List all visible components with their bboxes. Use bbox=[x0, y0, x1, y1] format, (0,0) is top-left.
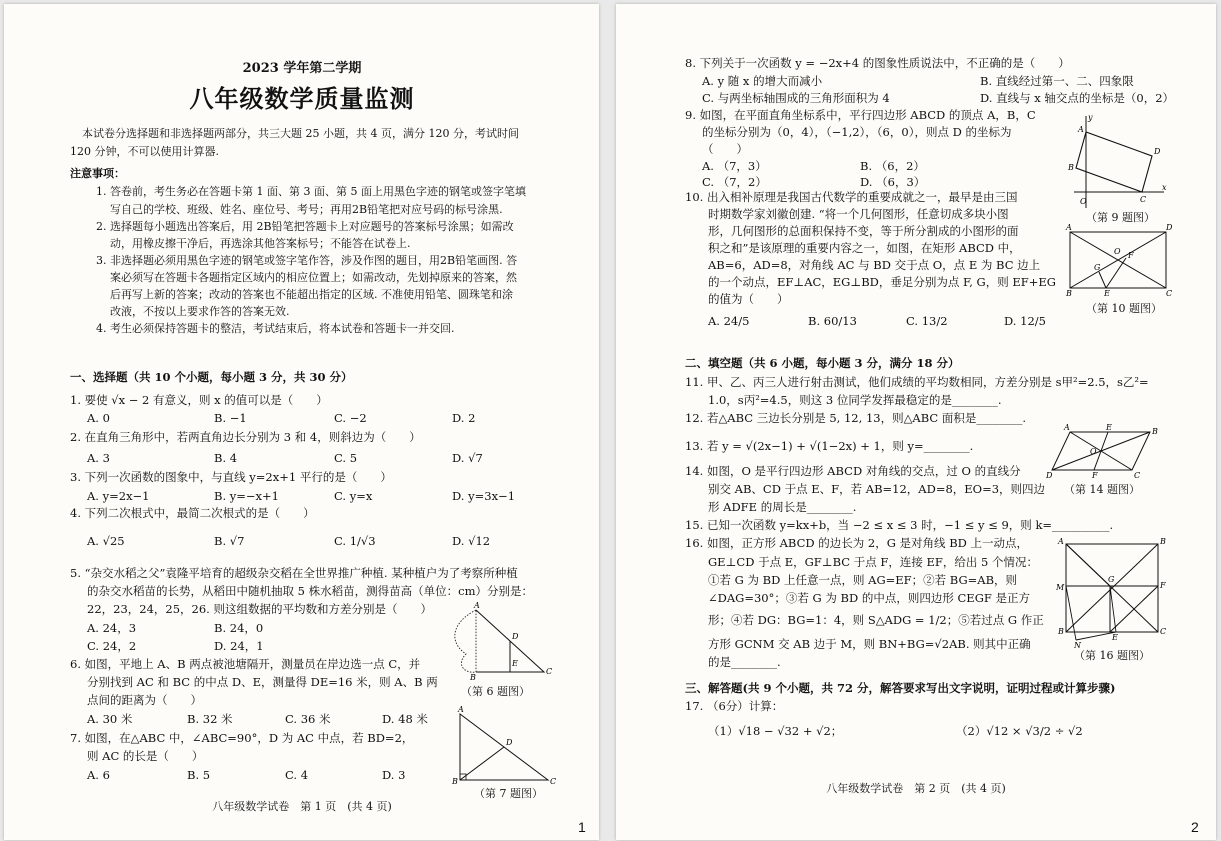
option: B. √7 bbox=[214, 534, 245, 548]
svg-text:E: E bbox=[1106, 423, 1112, 432]
svg-text:A: A bbox=[474, 601, 480, 610]
option: A. 24/5 bbox=[708, 314, 750, 328]
option: D. 48 米 bbox=[382, 712, 428, 726]
figure-caption: （第 7 题图） bbox=[474, 787, 543, 800]
svg-text:A: A bbox=[458, 705, 464, 714]
option: C. 4 bbox=[285, 768, 309, 782]
question-stem: 1. 要使 √x − 2 有意义，则 x 的值可以是（ ） bbox=[70, 393, 328, 407]
svg-text:C: C bbox=[1140, 195, 1147, 204]
question-stem: 则 AC 的长是（ ） bbox=[87, 749, 204, 763]
figure-q9 bbox=[1066, 112, 1166, 212]
section-heading: 二、填空题（共 6 小题，每小题 3 分，满分 18 分） bbox=[685, 356, 960, 370]
option: D. √7 bbox=[452, 451, 483, 465]
note-line: 动，用橡皮擦干净后，再选涂其他答案标号；不能答在试卷上. bbox=[110, 237, 411, 250]
svg-text:N: N bbox=[1074, 641, 1081, 650]
question-stem: 10. 出入相补原理是我国古代数学的重要成就之一，最早是由三国 bbox=[685, 190, 1018, 204]
question-stem: 形；④若 DG：BG=1：4，则 S△ADG = 1/2；⑤若过点 G 作正 bbox=[708, 613, 1044, 627]
option: D. 12/5 bbox=[1004, 314, 1046, 328]
question-stem: ∠DAG=30°；③若 G 为 BD 的中点，则四边形 CEGF 是正方 bbox=[708, 591, 1031, 605]
question-stem: 5. “杂交水稻之父”袁隆平培育的超级杂交稻在全世界推广种植. 某种植户为了考察所种植 bbox=[70, 566, 518, 580]
question-stem: 15. 已知一次函数 y=kx+b，当 −2 ≤ x ≤ 3 时，−1 ≤ y ≤ 9，则 k=__________. bbox=[685, 518, 1114, 532]
svg-text:B: B bbox=[470, 673, 476, 682]
svg-text:A: A bbox=[1058, 537, 1064, 546]
svg-text:A: A bbox=[1078, 125, 1084, 134]
option: D. 2 bbox=[452, 411, 476, 425]
question-stem: 点间的距离为（ ） bbox=[87, 693, 202, 707]
svg-text:B: B bbox=[1066, 289, 1072, 298]
option: A. （7，3） bbox=[702, 159, 767, 173]
svg-text:C: C bbox=[1166, 289, 1173, 298]
page-footer: 八年级数学试卷 第 2 页 (共 4 页) bbox=[826, 782, 1006, 795]
question-stem: 14. 如图，O 是平行四边形 ABCD 对角线的交点，过 O 的直线分 bbox=[685, 464, 1021, 478]
question-stem: 1.0，s丙²=4.5，则这 3 位同学发挥最稳定的是________. bbox=[708, 393, 1002, 407]
question-stem: GE⊥CD 于点 E，GF⊥BC 于点 F，连接 EF，给出 5 个情况： bbox=[708, 555, 1039, 569]
option: A. 24，3 bbox=[87, 621, 137, 635]
option: A. y 随 x 的增大而减小 bbox=[702, 74, 823, 88]
question-stem: 的是________. bbox=[708, 655, 781, 669]
question-stem: 8. 下列关于一次函数 y = −2x+4 的图象性质说法中，不正确的是（ ） bbox=[685, 56, 1070, 70]
svg-text:A: A bbox=[1066, 223, 1072, 232]
figure-caption: （第 9 题图） bbox=[1086, 211, 1155, 224]
option: A. 6 bbox=[87, 768, 110, 782]
option: D. √12 bbox=[452, 534, 491, 548]
section-heading: 一、选择题（共 10 个小题，每小题 3 分，共 30 分） bbox=[70, 370, 353, 384]
svg-text:B: B bbox=[1068, 163, 1074, 172]
option: D. 24，1 bbox=[214, 639, 264, 653]
svg-text:E: E bbox=[1104, 289, 1110, 298]
svg-text:F: F bbox=[1128, 251, 1134, 260]
intro-line: 本试卷分选择题和非选择题两部分，共三大题 25 小题，共 4 页，满分 120 分，考试时间 bbox=[82, 127, 519, 140]
question-part: （2）√12 × √3/2 ÷ √2 bbox=[956, 724, 1083, 738]
option: C. y=x bbox=[334, 489, 373, 503]
notes-title: 注意事项： bbox=[70, 167, 125, 180]
figure-q7 bbox=[452, 705, 557, 786]
svg-text:F: F bbox=[1092, 471, 1098, 480]
option: B. （6，2） bbox=[860, 159, 925, 173]
svg-text:B: B bbox=[1152, 427, 1158, 436]
figure-caption: （第 6 题图） bbox=[461, 685, 530, 698]
question-stem: 方形 GCNM 交 AB 边于 M，则 BN+BG=√2AB. 则其中正确 bbox=[708, 637, 1031, 651]
question-stem: 形，几何图形的总面积保持不变，等于所分割成的小图形的面 bbox=[708, 224, 1019, 238]
figure-q14 bbox=[1046, 422, 1166, 482]
option: B. 32 米 bbox=[187, 712, 233, 726]
svg-text:G: G bbox=[1094, 263, 1101, 272]
option: C. 24，2 bbox=[87, 639, 137, 653]
svg-text:C: C bbox=[1160, 627, 1167, 636]
page-footer: 八年级数学试卷 第 1 页 (共 4 页) bbox=[212, 800, 392, 813]
option: D. y=3x−1 bbox=[452, 489, 516, 503]
option: C. 5 bbox=[334, 451, 358, 465]
note-line: 案必须写在答题卡各题指定区域内的相应位置上；如需改动，先划掉原来的答案，然 bbox=[110, 271, 517, 284]
exam-page-2 bbox=[616, 4, 1216, 840]
svg-text:B: B bbox=[1160, 537, 1166, 546]
question-stem: 形 ADFE 的周长是________. bbox=[708, 500, 857, 514]
figure-q10 bbox=[1066, 223, 1176, 298]
svg-text:C: C bbox=[546, 667, 553, 676]
question-part: （1）√18 − √32 + √2； bbox=[708, 724, 843, 738]
option: C. 36 米 bbox=[285, 712, 331, 726]
svg-text:O: O bbox=[1080, 197, 1087, 206]
svg-text:C: C bbox=[1134, 471, 1141, 480]
option: B. 24，0 bbox=[214, 621, 264, 635]
svg-text:D: D bbox=[1154, 147, 1161, 156]
question-stem: AB=6，AD=8，对角线 AC 与 BD 交于点 O，点 E 为 BC 边上 bbox=[708, 258, 1041, 272]
note-line: 改液，不按以上要求作答的答案无效. bbox=[110, 305, 290, 318]
option: B. 4 bbox=[214, 451, 238, 465]
option: B. y=−x+1 bbox=[214, 489, 279, 503]
option: D. （6，3） bbox=[860, 175, 926, 189]
option: C. 13/2 bbox=[906, 314, 948, 328]
note-line: 1. 答卷前，考生务必在答题卡第 1 面、第 3 面、第 5 面上用黑色字迹的钢笔或签字笔填 bbox=[96, 185, 526, 198]
question-stem: 9. 如图，在平面直角坐标系中，平行四边形 ABCD 的顶点 A，B，C bbox=[685, 108, 1036, 122]
note-line: 写自己的学校、班级、姓名、座位号、考号；再用2B铅笔把对应号码的标号涂黑. bbox=[110, 203, 503, 216]
svg-text:O: O bbox=[1090, 447, 1097, 456]
question-stem: 22，23，24，25，26. 则这组数据的平均数和方差分别是（ ） bbox=[87, 602, 432, 616]
figure-q6 bbox=[444, 602, 554, 682]
question-stem: 4. 下列二次根式中，最简二次根式的是（ ） bbox=[70, 506, 315, 520]
question-stem: 时期数学家刘徽创建. “将一个几何图形，任意切成多块小图 bbox=[708, 207, 1009, 221]
svg-text:G: G bbox=[1108, 575, 1115, 584]
svg-text:y: y bbox=[1088, 113, 1093, 122]
question-stem: 别交 AB、CD 于点 E、F，若 AB=12，AD=8，EO=3，则四边 bbox=[708, 482, 1046, 496]
svg-text:C: C bbox=[550, 777, 557, 786]
option: B. 5 bbox=[187, 768, 211, 782]
page-number: 1 bbox=[578, 819, 586, 835]
figure-caption: （第 14 题图） bbox=[1064, 483, 1140, 496]
section-heading: 三、解答题(共 9 个小题，共 72 分，解答要求写出文字说明，证明过程或计算步骤) bbox=[685, 681, 1116, 695]
question-stem: 2. 在直角三角形中，若两直角边长分别为 3 和 4，则斜边为（ ） bbox=[70, 430, 421, 444]
intro-line: 120 分钟，不可以使用计算器. bbox=[70, 145, 219, 158]
svg-text:D: D bbox=[512, 632, 519, 641]
option: B. 直线经过第一、二、四象限 bbox=[980, 74, 1134, 88]
question-stem: 的杂交水稻苗的长势，从稻田中随机抽取 5 株水稻苗，测得苗高（单位：cm）分别是： bbox=[87, 584, 533, 598]
svg-text:D: D bbox=[1166, 223, 1173, 232]
exam-page-1 bbox=[4, 4, 599, 840]
question-stem: 13. 若 y = √(2x−1) + √(1−2x) + 1，则 y=________. bbox=[685, 439, 974, 453]
question-stem: 6. 如图，平地上 A、B 两点被池塘隔开，测量员在岸边选一点 C，并 bbox=[70, 657, 421, 671]
svg-text:E: E bbox=[1112, 633, 1118, 642]
option: C. −2 bbox=[334, 411, 367, 425]
page-number: 2 bbox=[1191, 819, 1199, 835]
question-stem: 的坐标分别为（0，4），（−1,2），（6，0），则点 D 的坐标为 bbox=[702, 125, 1012, 139]
svg-text:D: D bbox=[506, 738, 513, 747]
svg-text:E: E bbox=[512, 659, 518, 668]
figure-q16 bbox=[1056, 536, 1171, 650]
option: B. 60/13 bbox=[808, 314, 857, 328]
figure-caption: （第 10 题图） bbox=[1086, 302, 1162, 315]
question-stem: 17. （6分）计算： bbox=[685, 699, 784, 713]
option: C. （7，2） bbox=[702, 175, 767, 189]
svg-text:B: B bbox=[1058, 627, 1064, 636]
svg-text:A: A bbox=[1064, 423, 1070, 432]
svg-text:x: x bbox=[1162, 183, 1167, 192]
question-stem: 的值为（ ） bbox=[708, 292, 789, 306]
question-stem: （ ） bbox=[702, 142, 748, 156]
svg-text:F: F bbox=[1160, 581, 1166, 590]
option: A. 30 米 bbox=[87, 712, 133, 726]
figure-caption: （第 16 题图） bbox=[1074, 649, 1150, 662]
note-line: 2. 选择题每小题选出答案后，用 2B铅笔把答题卡上对应题号的答案标号涂黑；如需改 bbox=[96, 220, 514, 233]
question-stem: 3. 下列一次函数的图象中，与直线 y=2x+1 平行的是（ ） bbox=[70, 470, 392, 484]
note-line: 后再写上新的答案；改动的答案也不能超出指定的区域. 不准使用铅笔、圆珠笔和涂 bbox=[110, 288, 513, 301]
question-stem: 的一个动点，EF⊥AC，EG⊥BD，垂足分别为点 F, G，则 EF+EG bbox=[708, 275, 1056, 289]
question-stem: 16. 如图，正方形 ABCD 的边长为 2，G 是对角线 BD 上一动点， bbox=[685, 536, 1029, 550]
question-stem: 11. 甲、乙、丙三人进行射击测试，他们成绩的平均数相同，方差分别是 s甲²=2.5，s乙²= bbox=[685, 375, 1149, 389]
option: A. 0 bbox=[87, 411, 110, 425]
note-line: 3. 非选择题必须用黑色字迹的钢笔或签字笔作答，涉及作图的题目，用2B铅笔画图. 答 bbox=[96, 254, 518, 267]
option: D. 3 bbox=[382, 768, 406, 782]
option: A. y=2x−1 bbox=[87, 489, 150, 503]
option: B. −1 bbox=[214, 411, 247, 425]
svg-text:O: O bbox=[1114, 247, 1121, 256]
page-title: 八年级数学质量监测 bbox=[189, 84, 415, 113]
svg-text:B: B bbox=[452, 777, 458, 786]
question-stem: 积之和”是该原理的重要内容之一，如图，在矩形 ABCD 中， bbox=[708, 241, 1021, 255]
option: D. 直线与 x 轴交点的坐标是（0，2） bbox=[980, 91, 1175, 105]
question-stem: ①若 G 为 BD 上任意一点，则 AG=EF；②若 BG=AB，则 bbox=[708, 573, 1018, 587]
question-stem: 12. 若△ABC 三边长分别是 5, 12, 13，则△ABC 面积是________. bbox=[685, 411, 1026, 425]
question-stem: 分别找到 AC 和 BC 的中点 D、E，测量得 DE=16 米，则 A、B 两 bbox=[87, 675, 438, 689]
option: A. √25 bbox=[87, 534, 125, 548]
svg-text:M: M bbox=[1056, 583, 1065, 592]
option: C. 1/√3 bbox=[334, 534, 376, 548]
question-stem: 7. 如图，在△ABC 中，∠ABC=90°，D 为 AC 中点，若 BD=2， bbox=[70, 731, 414, 745]
option: A. 3 bbox=[87, 451, 110, 465]
svg-text:D: D bbox=[1046, 471, 1053, 480]
note-line: 4. 考生必须保持答题卡的整洁，考试结束后，将本试卷和答题卡一并交回. bbox=[96, 322, 455, 335]
option: C. 与两坐标轴围成的三角形面积为 4 bbox=[702, 91, 890, 105]
term-label: 2023 学年第二学期 bbox=[242, 61, 362, 76]
